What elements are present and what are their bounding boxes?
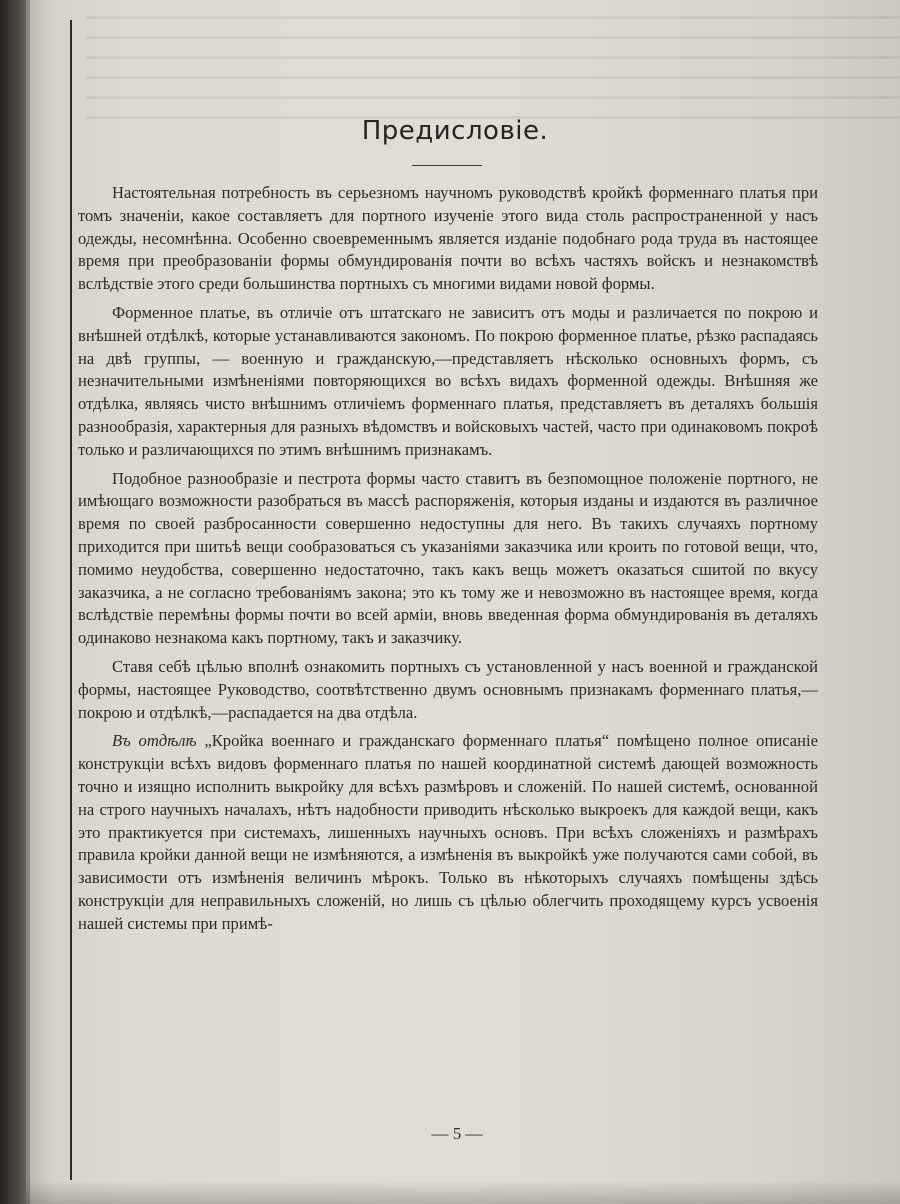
show-through-text xyxy=(86,0,900,120)
page-number: — 5 — xyxy=(431,1124,483,1143)
book-page xyxy=(26,0,900,1204)
page-frame-line xyxy=(70,20,72,1180)
body-text xyxy=(78,182,818,942)
paragraph-5-lead: Въ отдѣлѣ xyxy=(112,731,197,751)
paragraph-2: Форменное платье, въ отличіе отъ штатскаго не зависитъ отъ моды и различается по покрою и внѣшней отдѣлкѣ, которые устанавливаются закономъ. По покрою форменное платье, рѣзко распадаясь на двѣ группы, — военную и гражданскую,—представляетъ нѣсколько основныхъ формъ, съ незначительными измѣненіями повторяющихся во всѣхъ видахъ форменной одежды. Внѣшняя же отдѣлка, являясь чисто внѣшнимъ отличіемъ форменнаго платья, представляетъ въ деталяхъ большія разнообразія, характерныя для разныхъ вѣдомствъ и войсковыхъ частей, часто при одинаковомъ покроѣ только и различающихся по этимъ внѣшнимъ признакамъ. xyxy=(78,302,818,459)
title-divider xyxy=(412,165,482,166)
paragraph-5 xyxy=(78,730,818,935)
page-edge xyxy=(26,0,30,1204)
page-title: Предисловіе. xyxy=(361,116,549,146)
bottom-shadow xyxy=(26,1180,900,1204)
paragraph-3: Подобное разнообразіе и пестрота формы часто ставитъ въ безпомощное положеніе портного, не имѣющаго возможности разобраться въ массѣ распоряженія, которыя изданы и издаются въ различное время по своей разбросанности совершенно недоступны для него. Въ такихъ случаяхъ портному приходится при шитьѣ вещи сообразоваться съ указаніями заказчика или кроить по готовой вещи, что, помимо неудобства, совершенно недостаточно, такъ какъ вещь можетъ оказаться сшитой по вкусу заказчика, а не согласно требованіямъ закона; это къ тому же и невозможно въ настоящее время, когда вслѣдствіе перемѣны формы почти во всей арміи, вновь введенная форма обмундированія въ деталяхъ одинаково незнакома какъ портному, такъ и заказчику. xyxy=(78,468,818,648)
paragraph-1: Настоятельная потребность въ серьезномъ научномъ руководствѣ кройкѣ форменнаго платья при томъ значеніи, какое составляетъ для портного изученіе этого вида столь распространенной у насъ одежды, несомнѣнна. Особенно своевременнымъ является изданіе подобнаго рода труда въ настоящее время при преобразованіи формы обмундированія почти во всѣхъ частяхъ войскъ и незнакомствѣ вслѣдствіе этого среди большинства портныхъ съ многими видами новой формы. xyxy=(78,183,818,294)
paragraph-5-text: „Кройка военнаго и гражданскаго форменнаго платья“ помѣщено полное описаніе конструкціи всѣхъ видовъ форменнаго платья по нашей координатной системѣ дающей возможность точно и изящно исполнить выкройку для всѣхъ размѣровъ и сложеній. По нашей системѣ, основанной на строго научныхъ началахъ, нѣтъ надобности приводить нѣсколько выкроекъ для каждой вещи, какъ это практикуется при системахъ, лишенныхъ научныхъ основъ. При всѣхъ сложеніяхъ и размѣрахъ правила кройки данной вещи не измѣняются, а измѣненія въ выкройкѣ уже получаются сами собой, въ зависимости отъ измѣненія величинъ мѣрокъ. Только въ нѣкоторыхъ случаяхъ помѣщены здѣсь конструкціи для неправильныхъ сложеній, но лишь съ цѣлью облегчить проходящему курсъ усвоенія нашей системы при примѣ- xyxy=(78,731,818,933)
paragraph-4: Ставя себѣ цѣлью вполнѣ ознакомить портныхъ съ установленной у насъ военной и гражданской формы, настоящее Руководство, соотвѣтственно двумъ основнымъ признакамъ форменнаго платья,—покрою и отдѣлкѣ,—распадается на два отдѣла. xyxy=(78,656,818,722)
